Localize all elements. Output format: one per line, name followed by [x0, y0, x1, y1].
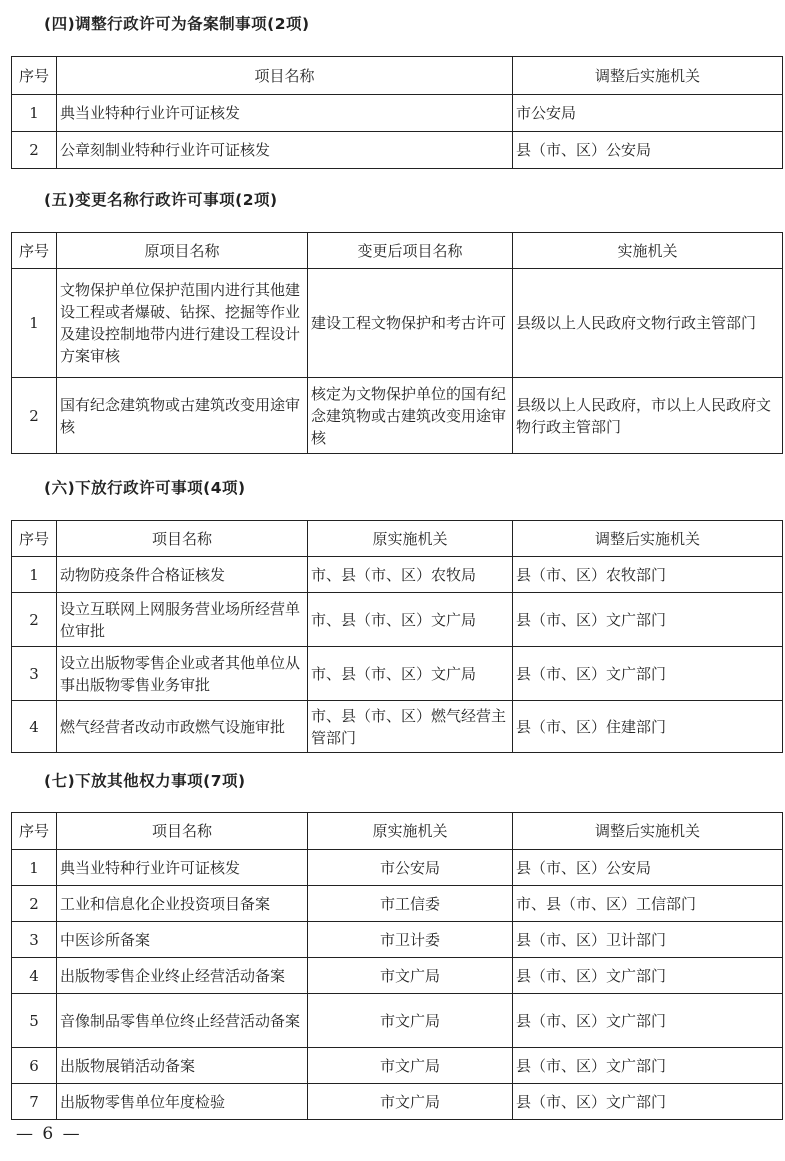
cell-original-agency: 市文广局 [308, 958, 513, 994]
cell-original-agency: 市、县（市、区）文广局 [308, 593, 513, 647]
cell-agency: 县级以上人民政府，市以上人民政府文物行政主管部门 [513, 378, 783, 454]
table-row [12, 1048, 783, 1084]
cell-index: 2 [12, 132, 57, 169]
cell-item-name: 设立出版物零售企业或者其他单位从事出版物零售业务审批 [57, 647, 308, 701]
table-row [12, 886, 783, 922]
cell-item-name: 出版物展销活动备案 [57, 1048, 308, 1084]
cell-item-name: 典当业特种行业许可证核发 [57, 95, 513, 132]
cell-item-name: 典当业特种行业许可证核发 [57, 850, 308, 886]
cell-item-name: 公章刻制业特种行业许可证核发 [57, 132, 513, 169]
table-row [12, 850, 783, 886]
table-row [12, 647, 783, 701]
table-row [12, 922, 783, 958]
cell-index: 1 [12, 95, 57, 132]
table-row [12, 593, 783, 647]
table-row [12, 95, 783, 132]
cell-original-name: 文物保护单位保护范围内进行其他建设工程或者爆破、钻探、挖掘等作业及建设控制地带内进行建设工程设计方案审核 [57, 269, 308, 378]
cell-original-agency: 市公安局 [308, 850, 513, 886]
cell-new-agency: 县（市、区）文广部门 [513, 1084, 783, 1120]
cell-index: 6 [12, 1048, 57, 1084]
cell-original-agency: 市、县（市、区）文广局 [308, 647, 513, 701]
cell-new-agency: 县（市、区）文广部门 [513, 593, 783, 647]
cell-agency: 县（市、区）公安局 [513, 132, 783, 169]
header-cell: 原项目名称 [57, 233, 308, 269]
cell-original-agency: 市文广局 [308, 1084, 513, 1120]
section4-heading: (四)调整行政许可为备案制事项(2项) [44, 15, 310, 33]
header-cell: 原实施机关 [308, 521, 513, 557]
cell-index: 3 [12, 922, 57, 958]
section7-heading: (七)下放其他权力事项(7项) [44, 772, 246, 790]
cell-new-name: 核定为文物保护单位的国有纪念建筑物或古建筑改变用途审核 [308, 378, 513, 454]
cell-index: 2 [12, 378, 57, 454]
table-row [12, 1084, 783, 1120]
table-row [12, 132, 783, 169]
cell-new-agency: 县（市、区）文广部门 [513, 994, 783, 1048]
cell-new-agency: 县（市、区）住建部门 [513, 701, 783, 753]
header-cell: 序号 [12, 233, 57, 269]
cell-new-agency: 县（市、区）农牧部门 [513, 557, 783, 593]
cell-item-name: 燃气经营者改动市政燃气设施审批 [57, 701, 308, 753]
header-cell: 序号 [12, 57, 57, 95]
cell-original-agency: 市文广局 [308, 1048, 513, 1084]
cell-original-agency: 市卫计委 [308, 922, 513, 958]
cell-new-agency: 县（市、区）文广部门 [513, 1048, 783, 1084]
cell-original-agency: 市、县（市、区）农牧局 [308, 557, 513, 593]
cell-index: 7 [12, 1084, 57, 1120]
table-row [12, 994, 783, 1048]
cell-new-agency: 县（市、区）公安局 [513, 850, 783, 886]
cell-original-agency: 市工信委 [308, 886, 513, 922]
cell-item-name: 出版物零售企业终止经营活动备案 [57, 958, 308, 994]
header-cell: 调整后实施机关 [513, 813, 783, 850]
cell-original-agency: 市、县（市、区）燃气经营主管部门 [308, 701, 513, 753]
table-header-row [12, 521, 783, 557]
header-cell: 变更后项目名称 [308, 233, 513, 269]
cell-original-agency: 市文广局 [308, 994, 513, 1048]
table-header-row [12, 233, 783, 269]
cell-item-name: 中医诊所备案 [57, 922, 308, 958]
cell-index: 2 [12, 886, 57, 922]
cell-new-agency: 县（市、区）文广部门 [513, 958, 783, 994]
table-row [12, 557, 783, 593]
cell-index: 3 [12, 647, 57, 701]
cell-agency: 市公安局 [513, 95, 783, 132]
table-row [12, 958, 783, 994]
table-header-row [12, 813, 783, 850]
table-row [12, 378, 783, 454]
cell-new-name: 建设工程文物保护和考古许可 [308, 269, 513, 378]
cell-new-agency: 市、县（市、区）工信部门 [513, 886, 783, 922]
cell-index: 4 [12, 701, 57, 753]
cell-index: 2 [12, 593, 57, 647]
table-row [12, 701, 783, 753]
cell-item-name: 设立互联网上网服务营业场所经营单位审批 [57, 593, 308, 647]
cell-new-agency: 县（市、区）文广部门 [513, 647, 783, 701]
section7-table [11, 812, 783, 1120]
section4-table [11, 56, 783, 169]
section6-heading: (六)下放行政许可事项(4项) [44, 479, 246, 497]
cell-new-agency: 县（市、区）卫计部门 [513, 922, 783, 958]
section5-heading: (五)变更名称行政许可事项(2项) [44, 191, 278, 209]
header-cell: 项目名称 [57, 813, 308, 850]
cell-index: 1 [12, 850, 57, 886]
section6-table [11, 520, 783, 753]
header-cell: 序号 [12, 813, 57, 850]
cell-item-name: 音像制品零售单位终止经营活动备案 [57, 994, 308, 1048]
section5-table [11, 232, 783, 454]
table-row [12, 269, 783, 378]
cell-index: 4 [12, 958, 57, 994]
header-cell: 项目名称 [57, 57, 513, 95]
table-header-row [12, 57, 783, 95]
header-cell: 调整后实施机关 [513, 57, 783, 95]
header-cell: 调整后实施机关 [513, 521, 783, 557]
cell-agency: 县级以上人民政府文物行政主管部门 [513, 269, 783, 378]
cell-item-name: 出版物零售单位年度检验 [57, 1084, 308, 1120]
cell-index: 5 [12, 994, 57, 1048]
header-cell: 原实施机关 [308, 813, 513, 850]
cell-item-name: 工业和信息化企业投资项目备案 [57, 886, 308, 922]
cell-index: 1 [12, 557, 57, 593]
cell-index: 1 [12, 269, 57, 378]
header-cell: 实施机关 [513, 233, 783, 269]
cell-item-name: 动物防疫条件合格证核发 [57, 557, 308, 593]
header-cell: 序号 [12, 521, 57, 557]
cell-original-name: 国有纪念建筑物或古建筑改变用途审核 [57, 378, 308, 454]
page-number: — 6 — [16, 1124, 82, 1144]
header-cell: 项目名称 [57, 521, 308, 557]
